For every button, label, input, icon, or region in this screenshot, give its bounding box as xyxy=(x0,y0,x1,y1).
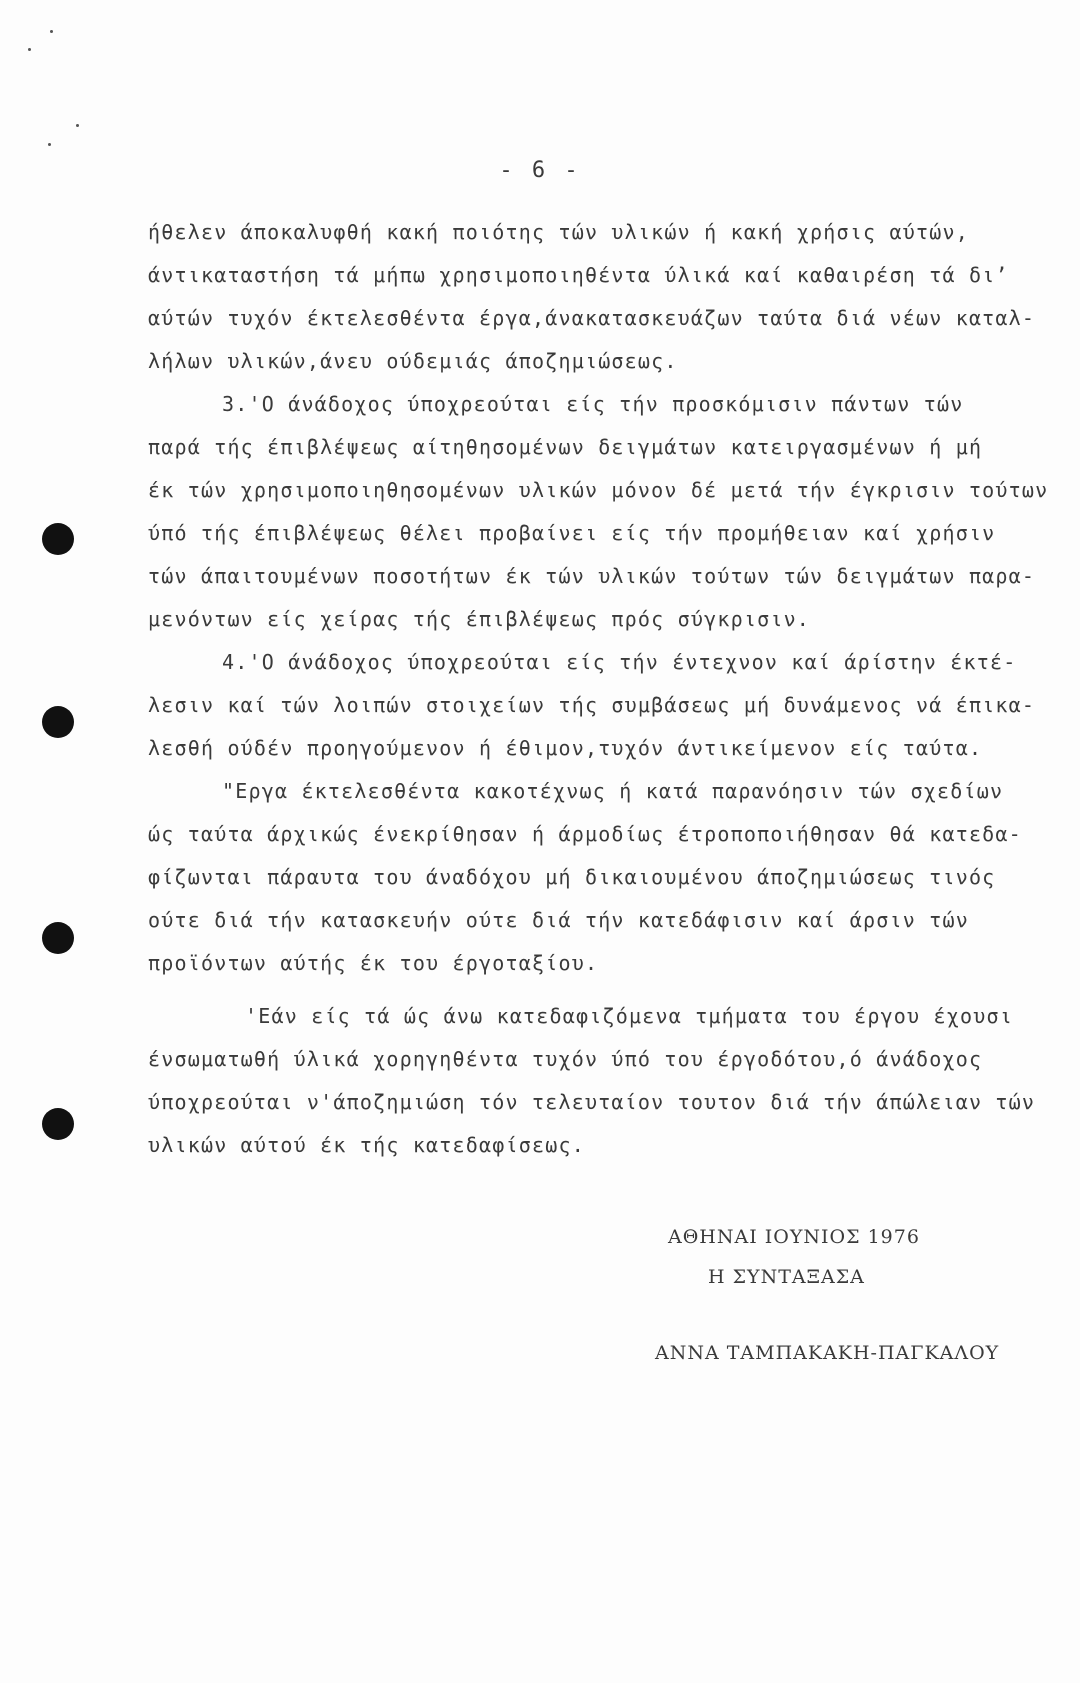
punch-hole xyxy=(42,1108,74,1140)
author-name: ΑΝΝΑ ΤΑΜΠΑΚΑΚΗ-ΠΑΓΚΑΛΟΥ xyxy=(655,1342,1000,1364)
scan-speck xyxy=(50,30,53,33)
text-line: προϊόντων αύτής έκ του έργοταξίου. xyxy=(148,951,599,975)
punch-hole xyxy=(42,922,74,954)
scan-speck xyxy=(48,143,51,146)
place-date: ΑΘΗΝΑΙ ΙΟΥΝΙΟΣ 1976 xyxy=(668,1226,920,1248)
text-line: ούτε διά τήν κατασκευήν ούτε διά τήν κατεδάφισιν καί άρσιν τών xyxy=(148,908,969,932)
text-line: ένσωματωθή ύλικά χορηγηθέντα τυχόν ύπό του έργοδότου,ό άνάδοχος xyxy=(148,1047,983,1071)
text-line: ώς ταύτα άρχικώς ένεκρίθησαν ή άρμοδίως έτροποποιήθησαν θά κατεδα- xyxy=(148,822,1022,846)
text-line: έκ τών χρησιμοποιηθησομένων υλικών μόνον δέ μετά τήν έγκρισιν τούτων xyxy=(148,478,1049,502)
text-line: "Εργα έκτελεσθέντα κακοτέχνως ή κατά παρανόησιν τών σχεδίων xyxy=(222,779,1004,803)
scan-speck xyxy=(28,48,31,51)
text-line: φίζωνται πάραυτα του άναδόχου μή δικαιουμένου άποζημιώσεως τινός xyxy=(148,865,996,889)
scan-speck xyxy=(76,124,79,127)
text-line: λεσθή ούδέν προηγούμενον ή έθιμον,τυχόν άντικείμενον είς ταύτα. xyxy=(148,736,983,760)
text-line: 'Εάν είς τά ώς άνω κατεδαφιζόμενα τμήματα του έργου έχουσι xyxy=(245,1004,1013,1028)
text-line: ύπό τής έπιβλέψεως θέλει προβαίνει είς τήν προμήθειαν καί χρήσιν xyxy=(148,521,996,545)
text-line: μενόντων είς χείρας τής έπιβλέψεως πρός σύγκρισιν. xyxy=(148,607,811,631)
text-line: λήλων υλικών,άνευ ούδεμιάς άποζημιώσεως. xyxy=(148,349,678,373)
text-line: ύποχρεούται ν'άποζημιώση τόν τελευταίον τουτον διά τήν άπώλειαν τών xyxy=(148,1090,1036,1114)
punch-hole xyxy=(42,523,74,555)
text-line: υλικών αύτού έκ τής κατεδαφίσεως. xyxy=(148,1133,585,1157)
text-line: 4.'Ο άνάδοχος ύποχρεούται είς τήν έντεχνον καί άρίστην έκτέ- xyxy=(222,650,1017,674)
text-line: αύτών τυχόν έκτελεσθέντα έργα,άνακατασκευάζων ταύτα διά νέων καταλ- xyxy=(148,306,1036,330)
author-role: Η ΣΥΝΤΑΞΑΣΑ xyxy=(708,1266,865,1288)
text-line: 3.'Ο άνάδοχος ύποχρεούται είς τήν προσκόμισιν πάντων τών xyxy=(222,392,964,416)
text-line: παρά τής έπιβλέψεως αίτηθησομένων δειγμάτων κατειργασμένων ή μή xyxy=(148,435,983,459)
text-line: άντικαταστήση τά μήπω χρησιμοποιηθέντα ύλικά καί καθαιρέση τά δι’ xyxy=(148,263,1009,287)
page-number: - 6 - xyxy=(499,158,581,183)
text-line: ήθελεν άποκαλυφθή κακή ποιότης τών υλικών ή κακή χρήσις αύτών, xyxy=(148,220,969,244)
punch-hole xyxy=(42,706,74,738)
text-line: λεσιν καί τών λοιπών στοιχείων τής συμβάσεως μή δυνάμενος νά έπικα- xyxy=(148,693,1036,717)
text-line: τών άπαιτουμένων ποσοτήτων έκ τών υλικών τούτων τών δειγμάτων παρα- xyxy=(148,564,1036,588)
